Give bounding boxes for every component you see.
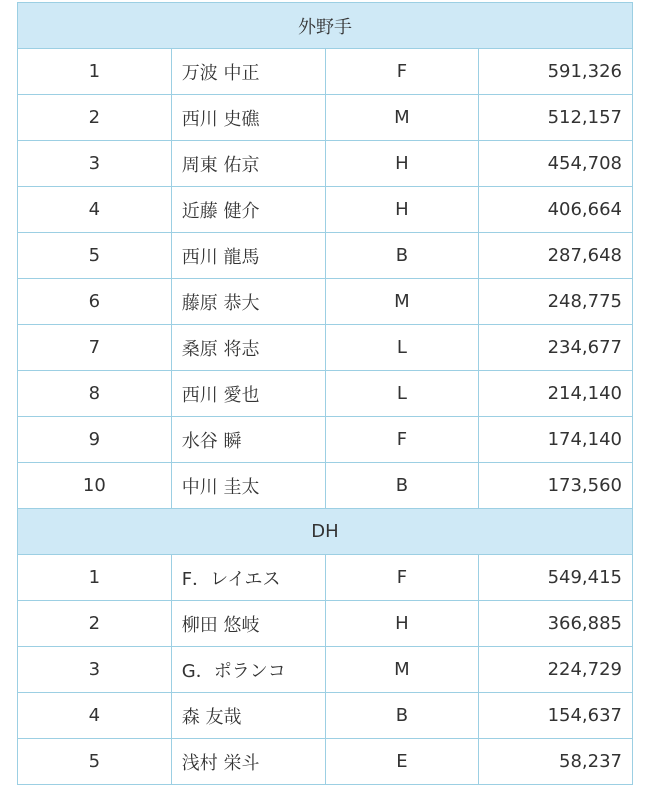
table-row (18, 601, 633, 647)
table-row (18, 647, 633, 693)
team-code-cell: B (325, 693, 479, 739)
player-name-cell: 西川 愛也 (171, 371, 325, 417)
votes-cell: 549,415 (479, 555, 633, 601)
player-name-cell: F．レイエス (171, 555, 325, 601)
rank-cell: 10 (18, 463, 172, 509)
rank-cell: 8 (18, 371, 172, 417)
table-row (18, 233, 633, 279)
table-row (18, 95, 633, 141)
section-header-outfield (18, 3, 633, 49)
votes-cell: 174,140 (479, 417, 633, 463)
player-name-cell: 中川 圭太 (171, 463, 325, 509)
table-row (18, 371, 633, 417)
player-name-cell: 森 友哉 (171, 693, 325, 739)
rank-cell: 1 (18, 555, 172, 601)
section-title: DH (18, 509, 633, 555)
rank-cell: 1 (18, 49, 172, 95)
player-name-cell: 浅村 栄斗 (171, 739, 325, 785)
table-row (18, 693, 633, 739)
team-code-cell: H (325, 141, 479, 187)
team-code-cell: B (325, 463, 479, 509)
section-header-dh (18, 509, 633, 555)
rank-cell: 2 (18, 95, 172, 141)
player-name-cell: 西川 史礁 (171, 95, 325, 141)
rank-cell: 2 (18, 601, 172, 647)
team-code-cell: M (325, 279, 479, 325)
player-name-cell: 桑原 将志 (171, 325, 325, 371)
table-row (18, 739, 633, 785)
player-name-cell: 柳田 悠岐 (171, 601, 325, 647)
team-code-cell: F (325, 49, 479, 95)
player-name-cell: 水谷 瞬 (171, 417, 325, 463)
rank-cell: 5 (18, 233, 172, 279)
rank-cell: 3 (18, 647, 172, 693)
team-code-cell: B (325, 233, 479, 279)
team-code-cell: E (325, 739, 479, 785)
table-row (18, 463, 633, 509)
votes-cell: 512,157 (479, 95, 633, 141)
player-name-cell: G．ポランコ (171, 647, 325, 693)
player-name-cell: 近藤 健介 (171, 187, 325, 233)
rank-cell: 5 (18, 739, 172, 785)
table-row (18, 279, 633, 325)
votes-cell: 224,729 (479, 647, 633, 693)
section-title: 外野手 (18, 3, 633, 49)
votes-cell: 591,326 (479, 49, 633, 95)
rank-cell: 3 (18, 141, 172, 187)
team-code-cell: L (325, 325, 479, 371)
votes-cell: 406,664 (479, 187, 633, 233)
table-row (18, 555, 633, 601)
ranking-table (17, 2, 633, 785)
team-code-cell: M (325, 95, 479, 141)
votes-cell: 248,775 (479, 279, 633, 325)
table-row (18, 417, 633, 463)
votes-cell: 366,885 (479, 601, 633, 647)
rank-cell: 4 (18, 693, 172, 739)
table-row (18, 325, 633, 371)
team-code-cell: H (325, 601, 479, 647)
votes-cell: 287,648 (479, 233, 633, 279)
votes-cell: 214,140 (479, 371, 633, 417)
votes-cell: 154,637 (479, 693, 633, 739)
team-code-cell: F (325, 555, 479, 601)
votes-cell: 173,560 (479, 463, 633, 509)
player-name-cell: 藤原 恭大 (171, 279, 325, 325)
table-row (18, 49, 633, 95)
team-code-cell: F (325, 417, 479, 463)
team-code-cell: L (325, 371, 479, 417)
votes-cell: 454,708 (479, 141, 633, 187)
votes-cell: 58,237 (479, 739, 633, 785)
votes-cell: 234,677 (479, 325, 633, 371)
team-code-cell: H (325, 187, 479, 233)
rank-cell: 6 (18, 279, 172, 325)
rank-cell: 9 (18, 417, 172, 463)
player-name-cell: 万波 中正 (171, 49, 325, 95)
rank-cell: 7 (18, 325, 172, 371)
player-name-cell: 周東 佑京 (171, 141, 325, 187)
table-row (18, 187, 633, 233)
table-row (18, 141, 633, 187)
rank-cell: 4 (18, 187, 172, 233)
player-name-cell: 西川 龍馬 (171, 233, 325, 279)
team-code-cell: M (325, 647, 479, 693)
